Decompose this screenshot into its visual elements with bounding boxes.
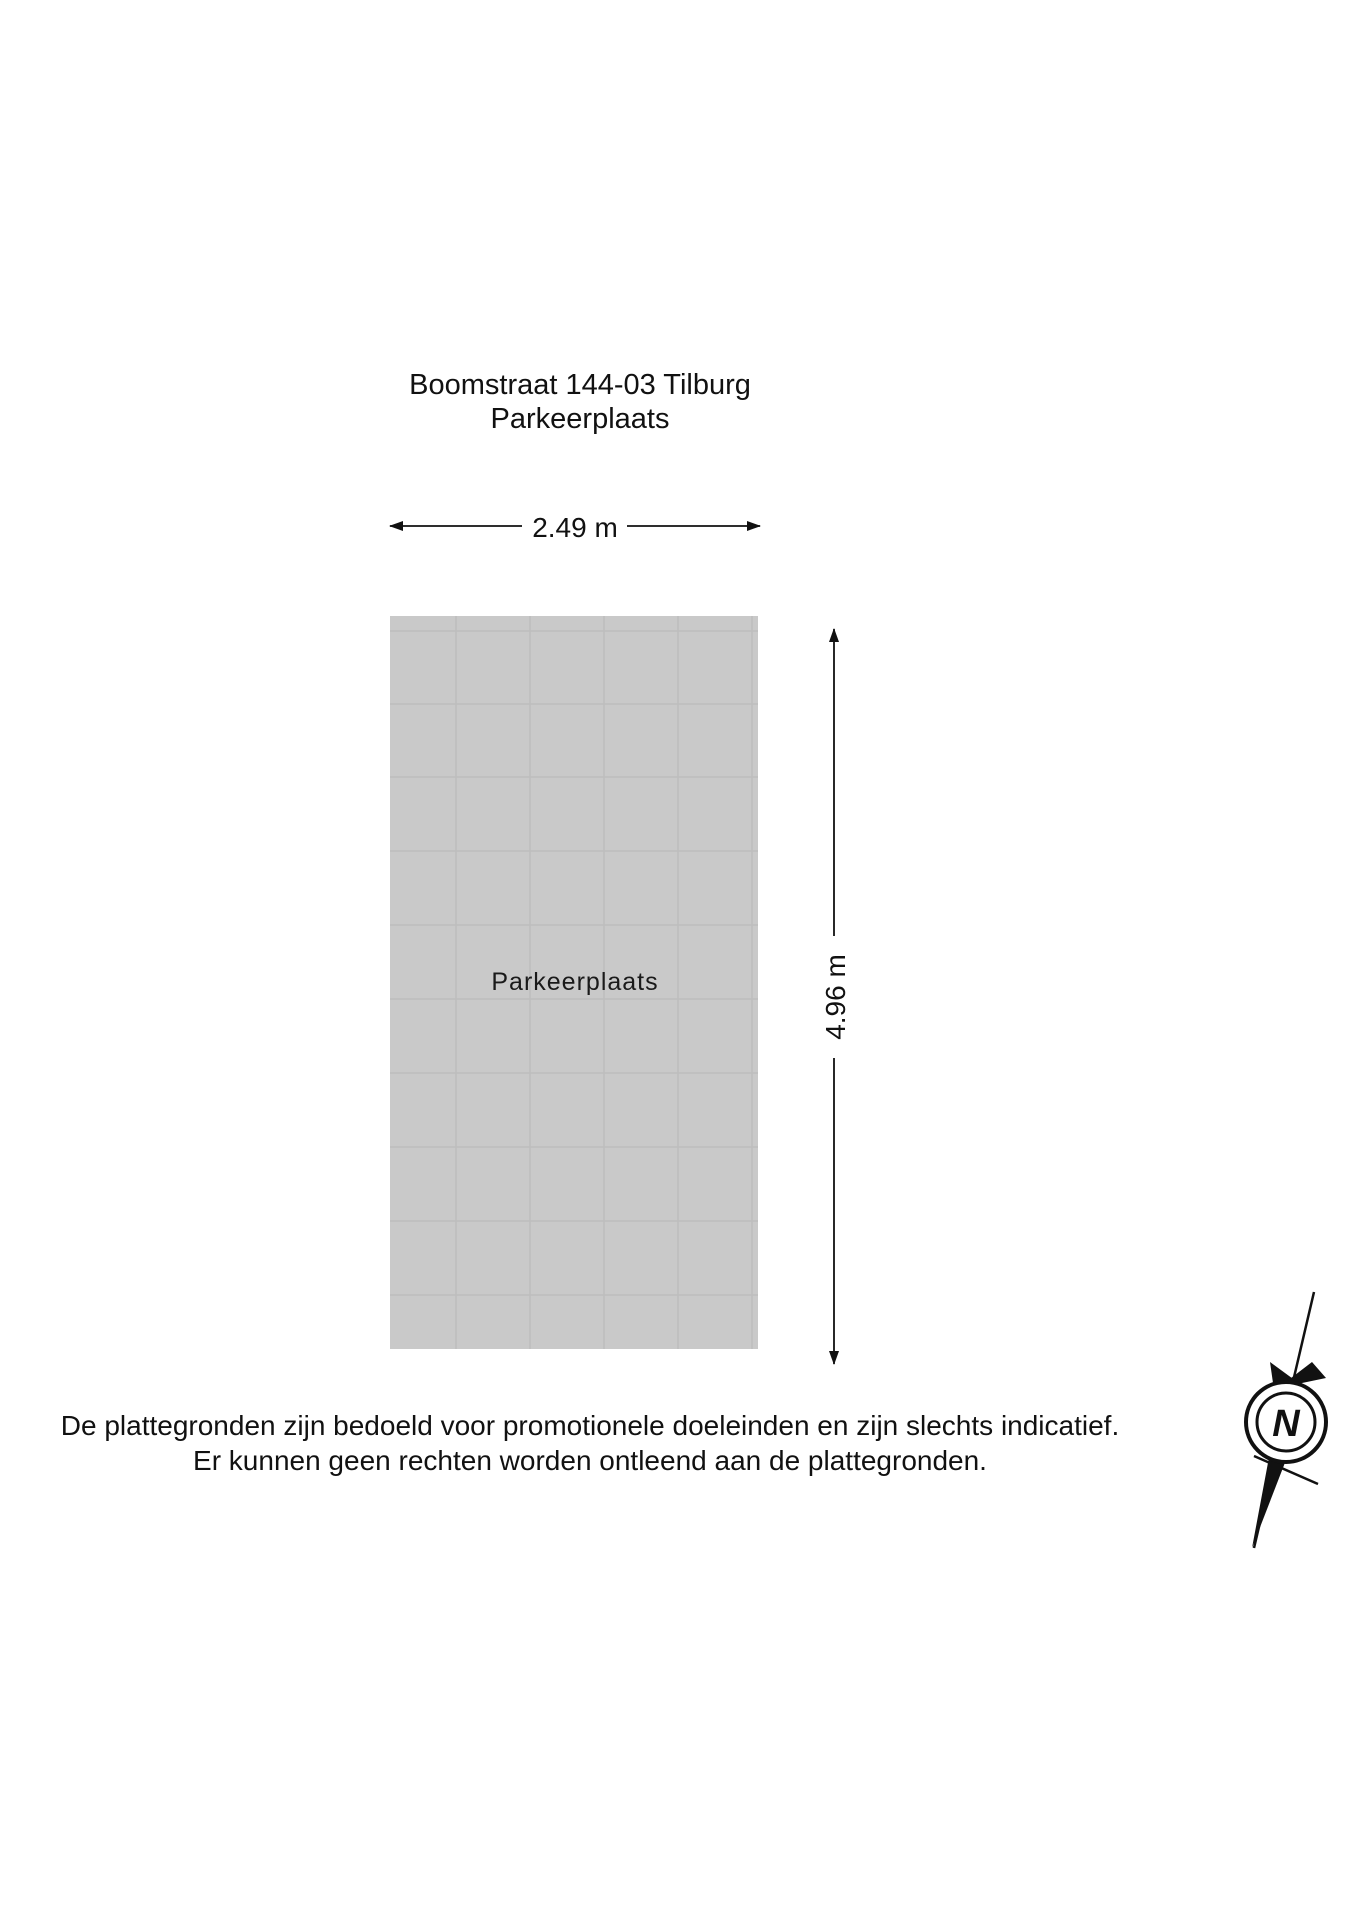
width-label: 2.49 m bbox=[532, 512, 618, 543]
north-letter: N bbox=[1272, 1403, 1300, 1445]
address-title: Boomstraat 144-03 Tilburg bbox=[409, 369, 751, 401]
north-arrow-icon bbox=[1246, 1292, 1326, 1548]
disclaimer-line-1: De plattegronden zijn bedoeld voor promotionele doeleinden en zijn slechts indicatief. bbox=[60, 1410, 1120, 1441]
floor-title: Parkeerplaats bbox=[490, 403, 670, 435]
disclaimer-line-2: Er kunnen geen rechten worden ontleend aan de plattegronden. bbox=[193, 1445, 987, 1476]
length-label: 4.96 m bbox=[820, 954, 851, 1040]
room-label: Parkeerplaats bbox=[491, 968, 659, 996]
parking-space bbox=[390, 616, 758, 1349]
length-dimension bbox=[820, 629, 851, 1364]
width-dimension bbox=[390, 512, 760, 543]
disclaimer bbox=[0, 1408, 1180, 1478]
